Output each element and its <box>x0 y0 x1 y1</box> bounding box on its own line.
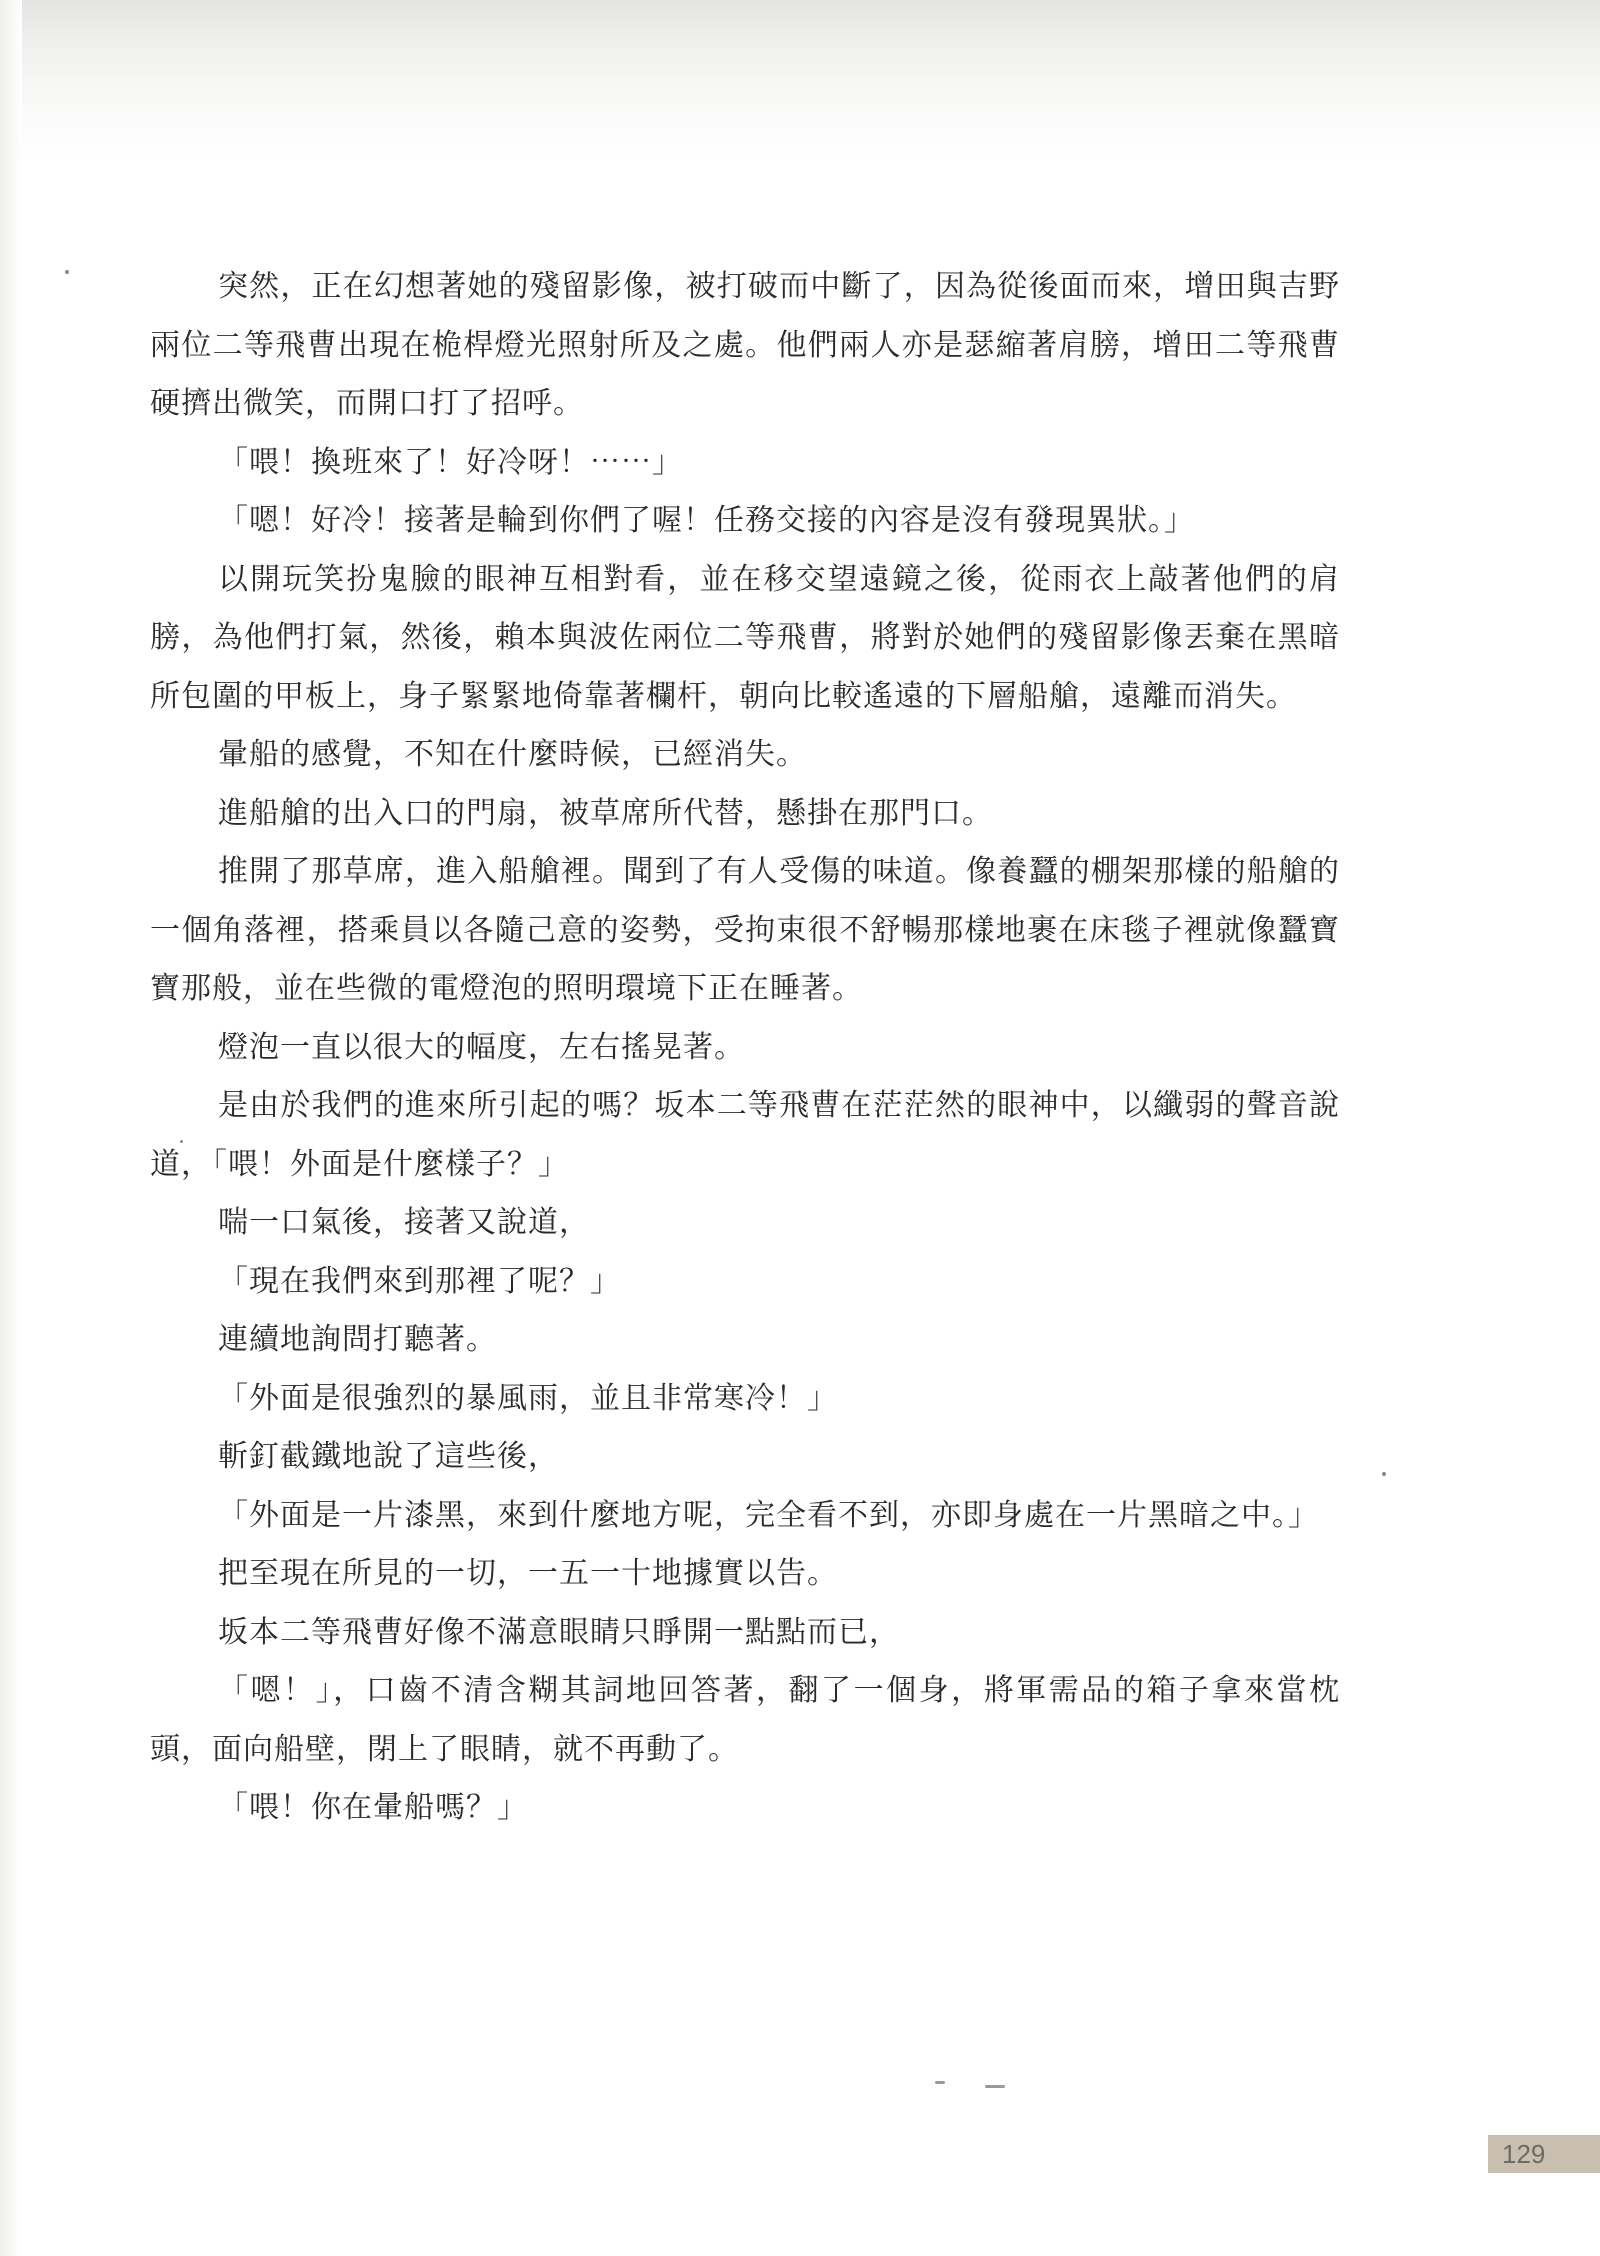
paragraph: 暈船的感覺，不知在什麼時候，已經消失。 <box>218 737 807 772</box>
paragraph: 「嗯！」，口齒不清含糊其詞地回答著，翻了一個身，將軍需品的箱子拿來當枕頭，面向船壁，閉上了眼睛，就不再動了。 <box>150 1673 1340 1767</box>
paragraph: 「現在我們來到那裡了呢？」 <box>218 1263 621 1299</box>
paragraph: 喘一口氣後，接著又說道， <box>218 1205 590 1240</box>
scan-speck <box>180 1140 183 1143</box>
paragraph: 突然，正在幻想著她的殘留影像，被打破而中斷了，因為從後面而來，增田與吉野兩位二等飛曹出現在桅桿燈光照射所及之處。他們兩人亦是瑟縮著肩膀，增田二等飛曹硬擠出微笑，而開口打了招呼。 <box>150 269 1340 421</box>
paragraph: 進船艙的出入口的門扇，被草席所代替，懸掛在那門口。 <box>218 795 993 831</box>
body-text <box>150 258 1340 1838</box>
paragraph: 坂本二等飛曹好像不滿意眼睛只睜開一點點而已， <box>218 1614 900 1650</box>
paragraph: 燈泡一直以很大的幅度，左右搖晃著。 <box>218 1029 745 1065</box>
paragraph: 是由於我們的進來所引起的嗎？坂本二等飛曹在茫茫然的眼神中，以纖弱的聲音說道，「喂！外面是什麼樣子？」 <box>150 1088 1340 1182</box>
paragraph: 「嗯！好冷！接著是輪到你們了喔！任務交接的內容是沒有發現異狀。」 <box>218 503 1195 538</box>
scan-speck <box>65 270 69 274</box>
paragraph: 「外面是一片漆黑，來到什麼地方呢，完全看不到，亦即身處在一片黑暗之中。」 <box>218 1497 1319 1533</box>
scan-shadow-top <box>0 0 1600 160</box>
paragraph: 「喂！你在暈船嗎？」 <box>218 1790 528 1825</box>
paragraph: 斬釘截鐵地說了這些後， <box>218 1439 559 1474</box>
paragraph: 以開玩笑扮鬼臉的眼神互相對看，並在移交望遠鏡之後，從雨衣上敲著他們的肩膀，為他們打氣，然後，賴本與波佐兩位二等飛曹，將對於她們的殘留影像丟棄在黑暗所包圍的甲板上，身子緊緊地倚靠著欄杆，朝向比較遙遠的下層船艙，遠離而消失。 <box>150 561 1340 714</box>
paragraph: 「外面是很強烈的暴風雨，並且非常寒冷！」 <box>218 1380 838 1416</box>
paragraph: 連續地詢問打聽著。 <box>218 1322 497 1357</box>
page-number: 129 <box>1488 2135 1600 2173</box>
scan-speck <box>935 2081 945 2084</box>
paragraph: 推開了那草席，進入船艙裡。聞到了有人受傷的味道。像養蠶的棚架那樣的船艙的一個角落裡，搭乘員以各隨己意的姿勢，受拘束很不舒暢那樣地裹在床毯子裡就像蠶寶寶那般，並在些微的電燈泡的照明環境下正在睡著。 <box>150 854 1340 1006</box>
scan-speck <box>1382 1472 1386 1476</box>
scan-shadow-left <box>0 0 22 2256</box>
scan-speck <box>985 2085 1005 2088</box>
paragraph: 把至現在所見的一切，一五一十地據實以告。 <box>218 1556 838 1591</box>
paragraph: 「喂！換班來了！好冷呀！⋯⋯」 <box>218 444 683 480</box>
